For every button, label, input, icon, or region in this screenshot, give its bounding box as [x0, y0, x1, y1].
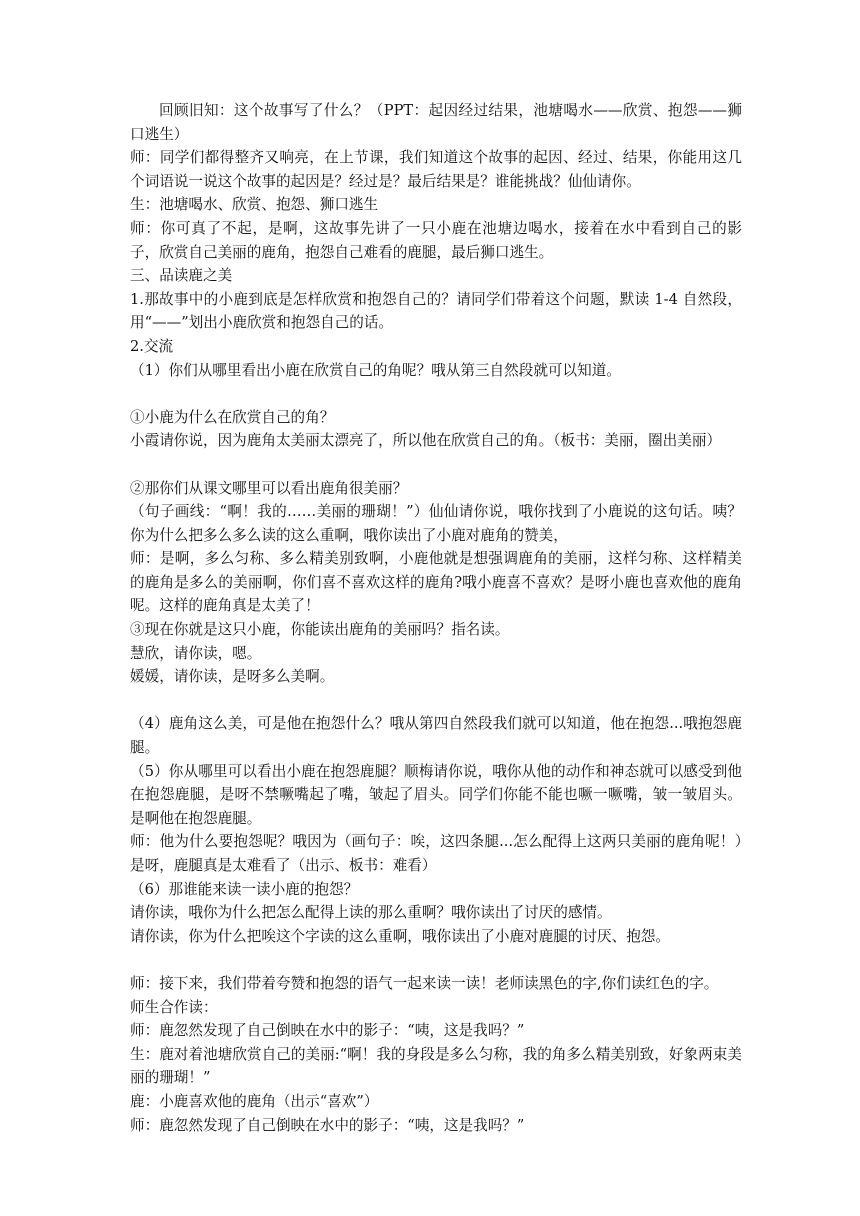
paragraph-teacher-line-1: 师：鹿忽然发现了自己倒映在水中的影子：“咦，这是我吗？”: [130, 1022, 525, 1040]
paragraph-cooperative-reading: 师生合作读：: [130, 998, 218, 1016]
blank-line: [130, 948, 742, 972]
paragraph-review-question: 回顾旧知：这个故事写了什么？（PPT：起因经过结果，池塘喝水——欣赏、抱怨——狮口逃生）: [130, 102, 742, 143]
paragraph-student-answer: 生：池塘喝水、欣赏、抱怨、狮口逃生: [130, 196, 379, 214]
paragraph-teacher-summary: 师：你可真了不起，是啊，这故事先讲了一只小鹿在池塘边喝水，接着在水中看到自己的影子，欣赏自己美丽的鹿角，抱怨自己难看的鹿腿，最后狮口逃生。: [130, 219, 742, 261]
paragraph-discussion-4: （4）鹿角这么美，可是他在抱怨什么？哦从第四自然段我们就可以知道，他在抱怨...哦抱怨鹿腿。: [130, 715, 742, 757]
paragraph-teacher-prompt: 师：同学们都得整齐又响亮，在上节课，我们知道这个故事的起因、经过、结果，你能用这几个词语说一说这个故事的起因是？经过是？最后结果是？谁能挑战？仙仙请你。: [130, 149, 742, 190]
blank-line: [130, 453, 742, 477]
paragraph-reader-3: 请你读，哦你为什么把怎么配得上读的那么重啊？哦你读出了讨厌的感情。: [130, 904, 612, 922]
blank-line: [130, 382, 742, 406]
paragraph-teacher-praise: 师：是啊，多么匀称、多么精美别致啊，小鹿他就是想强调鹿角的美丽，这样匀称、这样精美的鹿角是多么的美丽啊，你们喜不喜欢这样的鹿角?哦小鹿喜不喜欢？是呀小鹿也喜欢他的鹿角呢。这样的鹿角真是太美了！: [130, 550, 742, 615]
paragraph-discussion-5: （5）你从哪里可以看出小鹿在抱怨鹿腿？顺梅请你说，哦你从他的动作和神态就可以感受到他在抱怨鹿腿，是呀不禁噘嘴起了嘴，皱起了眉头。同学们你能不能也噘一噘嘴，皱一皱眉头。是啊他在抱怨鹿腿。: [130, 762, 742, 827]
paragraph-task-1: 1.那故事中的小鹿到底是怎样欣赏和抱怨自己的？请同学们带着这个问题，默读 1-4 自然段，用“——”划出小鹿欣赏和抱怨自己的话。: [130, 290, 742, 332]
paragraph-question-3: ③现在你就是这只小鹿，你能读出鹿角的美丽吗？指名读。: [130, 621, 510, 639]
paragraph-task-2: 2.交流: [130, 337, 174, 355]
paragraph-reader-2: 媛媛，请你读，是呀多么美啊。: [130, 668, 335, 686]
paragraph-reader-4: 请你读，你为什么把唉这个字读的这么重啊，哦你读出了小鹿对鹿腿的讨厌、抱怨。: [130, 927, 670, 945]
paragraph-deer-line: 鹿：小鹿喜欢他的鹿角（出示“喜欢”）: [130, 1092, 379, 1110]
paragraph-reader-1: 慧欣，请你读，嗯。: [130, 644, 262, 662]
paragraph-answer-1: 小霞请你说，因为鹿角太美丽太漂亮了，所以他在欣赏自己的角。（板书：美丽，圈出美丽）: [130, 432, 722, 450]
document-body: [130, 99, 742, 1137]
paragraph-discussion-1: （1）你们从哪里看出小鹿在欣赏自己的角呢？哦从第三自然段就可以知道。: [130, 361, 621, 379]
paragraph-teacher-why: 师：他为什么要抱怨呢？哦因为（画句子：唉，这四条腿...怎么配得上这两只美丽的鹿角呢！）是呀，鹿腿真是太难看了（出示、板书：难看）: [130, 833, 742, 874]
paragraph-discussion-6: （6）那谁能来读一读小鹿的抱怨？: [130, 880, 359, 898]
section-heading: 三、品读鹿之美: [130, 267, 233, 285]
blank-line: [130, 689, 742, 713]
paragraph-answer-2: （句子画线：“啊！我的……美丽的珊瑚！”）仙仙请你说，哦你找到了小鹿说的这句话。咦？你为什么把多么多么读的这么重啊，哦你读出了小鹿对鹿角的赞美，: [130, 503, 742, 544]
paragraph-question-1: ①小鹿为什么在欣赏自己的角？: [130, 408, 335, 426]
paragraph-student-line: 生：鹿对着池塘欣赏自己的美丽:“啊！我的身段是多么匀称，我的角多么精美别致，好象两束美丽的珊瑚！”: [130, 1045, 742, 1087]
paragraph-read-together: 师：接下来，我们带着夸赞和抱怨的语气一起来读一读！老师读黑色的字,你们读红色的字。: [130, 974, 719, 992]
paragraph-question-2: ②那你们从课文哪里可以看出鹿角很美丽？: [130, 479, 408, 497]
paragraph-teacher-line-2: 师：鹿忽然发现了自己倒映在水中的影子：“咦，这是我吗？”: [130, 1116, 525, 1134]
